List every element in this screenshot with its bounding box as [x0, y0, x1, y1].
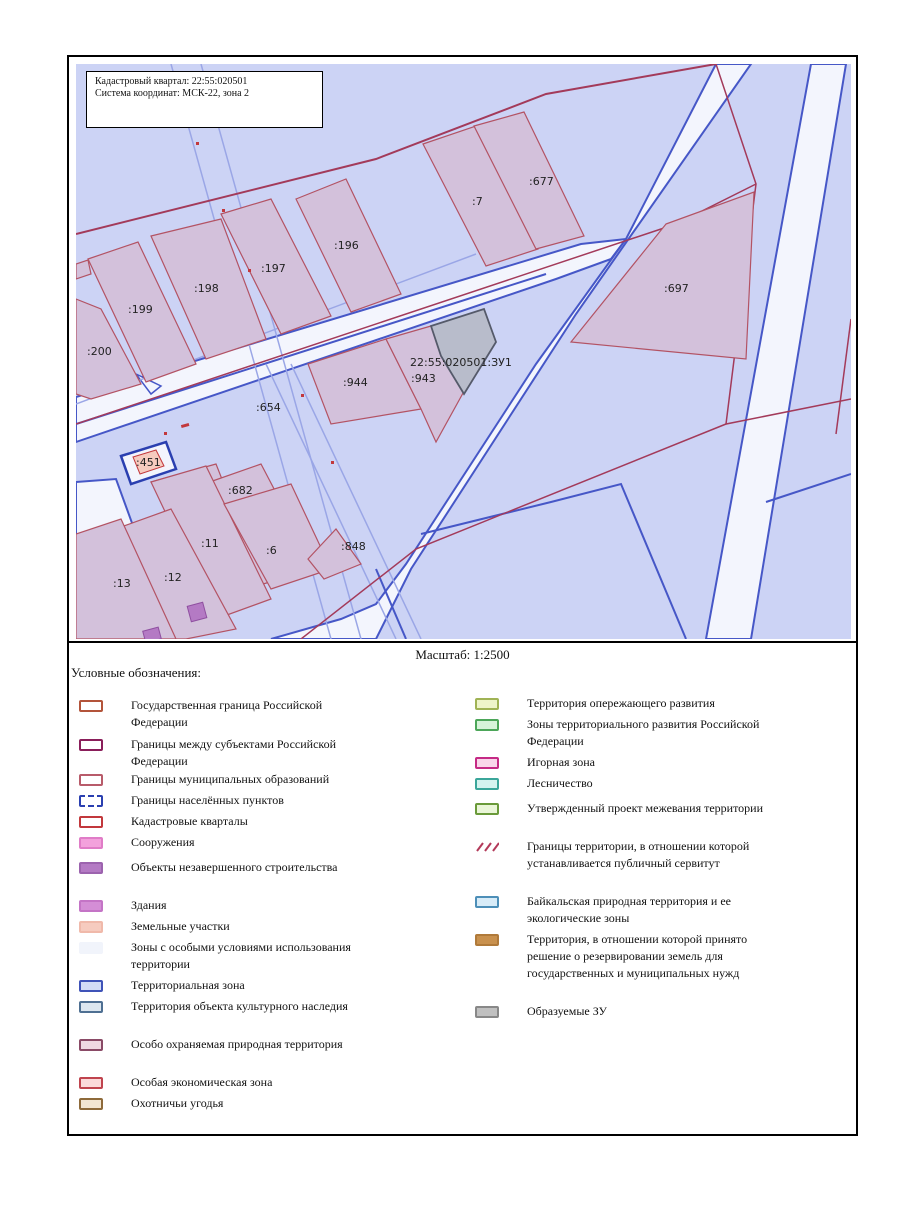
- legend-label: Зоны территориального развития Российской Федерации: [527, 717, 760, 748]
- label-198: :198: [194, 282, 219, 295]
- legend-label: Здания: [131, 898, 167, 912]
- legend-swatch: [79, 816, 103, 828]
- label-13: :13: [113, 577, 131, 590]
- map-sheet-frame: [67, 55, 858, 1136]
- legend-label: Территория опережающего развития: [527, 696, 715, 710]
- legend-label: Зоны с особыми условиями использования территории: [131, 940, 351, 971]
- legend-label: Байкальская природная территория и ее экологические зоны: [527, 894, 731, 925]
- legend-label: Образуемые ЗУ: [527, 1004, 607, 1018]
- label-197: :197: [261, 262, 286, 275]
- label-12: :12: [164, 571, 182, 584]
- legend-label: Земельные участки: [131, 919, 230, 933]
- legend-label: Кадастровые кварталы: [131, 814, 248, 828]
- label-6: :6: [266, 544, 277, 557]
- legend-swatch: [475, 719, 499, 731]
- legend-swatch: [475, 778, 499, 790]
- label-7: :7: [472, 195, 483, 208]
- cadastral-map[interactable]: [76, 64, 851, 639]
- label-944: :944: [343, 376, 368, 389]
- label-11: :11: [201, 537, 219, 550]
- legend-label: Территория объекта культурного наследия: [131, 999, 348, 1013]
- label-697: :697: [664, 282, 689, 295]
- label-200: :200: [87, 345, 112, 358]
- legend-swatch: [79, 1001, 103, 1013]
- legend-swatch: [475, 803, 499, 815]
- legend-swatch: [79, 739, 103, 751]
- legend-label: Территориальная зона: [131, 978, 245, 992]
- building-1: [187, 602, 207, 622]
- coordinate-system-text: Система координат: МСК-22, зона 2: [95, 88, 250, 99]
- label-zu1: 22:55:020501:ЗУ1: [410, 356, 512, 369]
- legend-title: Условные обозначения:: [71, 665, 202, 680]
- legend-swatch: [79, 862, 103, 874]
- legend-label: Территория, в отношении которой принято решение о резервировании земель для государственных и муниципальных нужд: [527, 932, 748, 980]
- legend-label: Границы муниципальных образований: [131, 772, 330, 786]
- legend-label: Границы территории, в отношении которой устанавливается публичный сервитут: [527, 839, 750, 870]
- legend-swatch: [475, 896, 499, 908]
- legend-label: Игорная зона: [527, 755, 595, 769]
- legend-swatch: [475, 1006, 499, 1018]
- legend-label: Объекты незавершенного строительства: [131, 860, 338, 874]
- legend-swatch: [79, 700, 103, 712]
- label-848: :848: [341, 540, 366, 553]
- legend-swatch: [79, 980, 103, 992]
- label-199: :199: [128, 303, 153, 316]
- legend-label: Охотничьи угодья: [131, 1096, 224, 1110]
- legend-swatch: [475, 841, 495, 849]
- legend-swatch: [79, 921, 103, 933]
- legend-label: Особая экономическая зона: [131, 1075, 273, 1089]
- label-677: :677: [529, 175, 554, 188]
- legend-swatch: [79, 1077, 103, 1089]
- label-451: :451: [136, 456, 161, 469]
- map-canvas: [76, 64, 851, 639]
- legend-swatch: [79, 1039, 103, 1051]
- cadastral-quarter-text: Кадастровый квартал: 22:55:020501: [95, 76, 248, 87]
- map-legend-divider: [69, 641, 856, 643]
- legend-label: Границы между субъектами Российской Федерации: [131, 737, 337, 768]
- legend-swatch: [79, 837, 103, 849]
- legend-swatch: [475, 934, 499, 946]
- legend-label: Особо охраняемая природная территория: [131, 1037, 343, 1051]
- label-682: :682: [228, 484, 253, 497]
- legend-label: Границы населённых пунктов: [131, 793, 284, 807]
- map-scale: Масштаб: 1:2500: [415, 647, 510, 662]
- legend-swatch: [475, 757, 499, 769]
- label-196: :196: [334, 239, 359, 252]
- label-943: :943: [411, 372, 436, 385]
- label-654: :654: [256, 401, 281, 414]
- legend-swatch: [79, 900, 103, 912]
- legend-swatch: [79, 774, 103, 786]
- legend-label: Лесничество: [527, 776, 593, 790]
- legend-label: Утвержденный проект межевания территории: [527, 801, 764, 815]
- legend-label: Сооружения: [131, 835, 195, 849]
- legend-swatch: [79, 795, 103, 807]
- legend-swatch: [79, 942, 103, 954]
- legend-swatch: [79, 1098, 103, 1110]
- legend-swatch: [475, 698, 499, 710]
- legend-label: Государственная граница Российской Федерации: [131, 698, 323, 729]
- map-info-box: [86, 71, 323, 128]
